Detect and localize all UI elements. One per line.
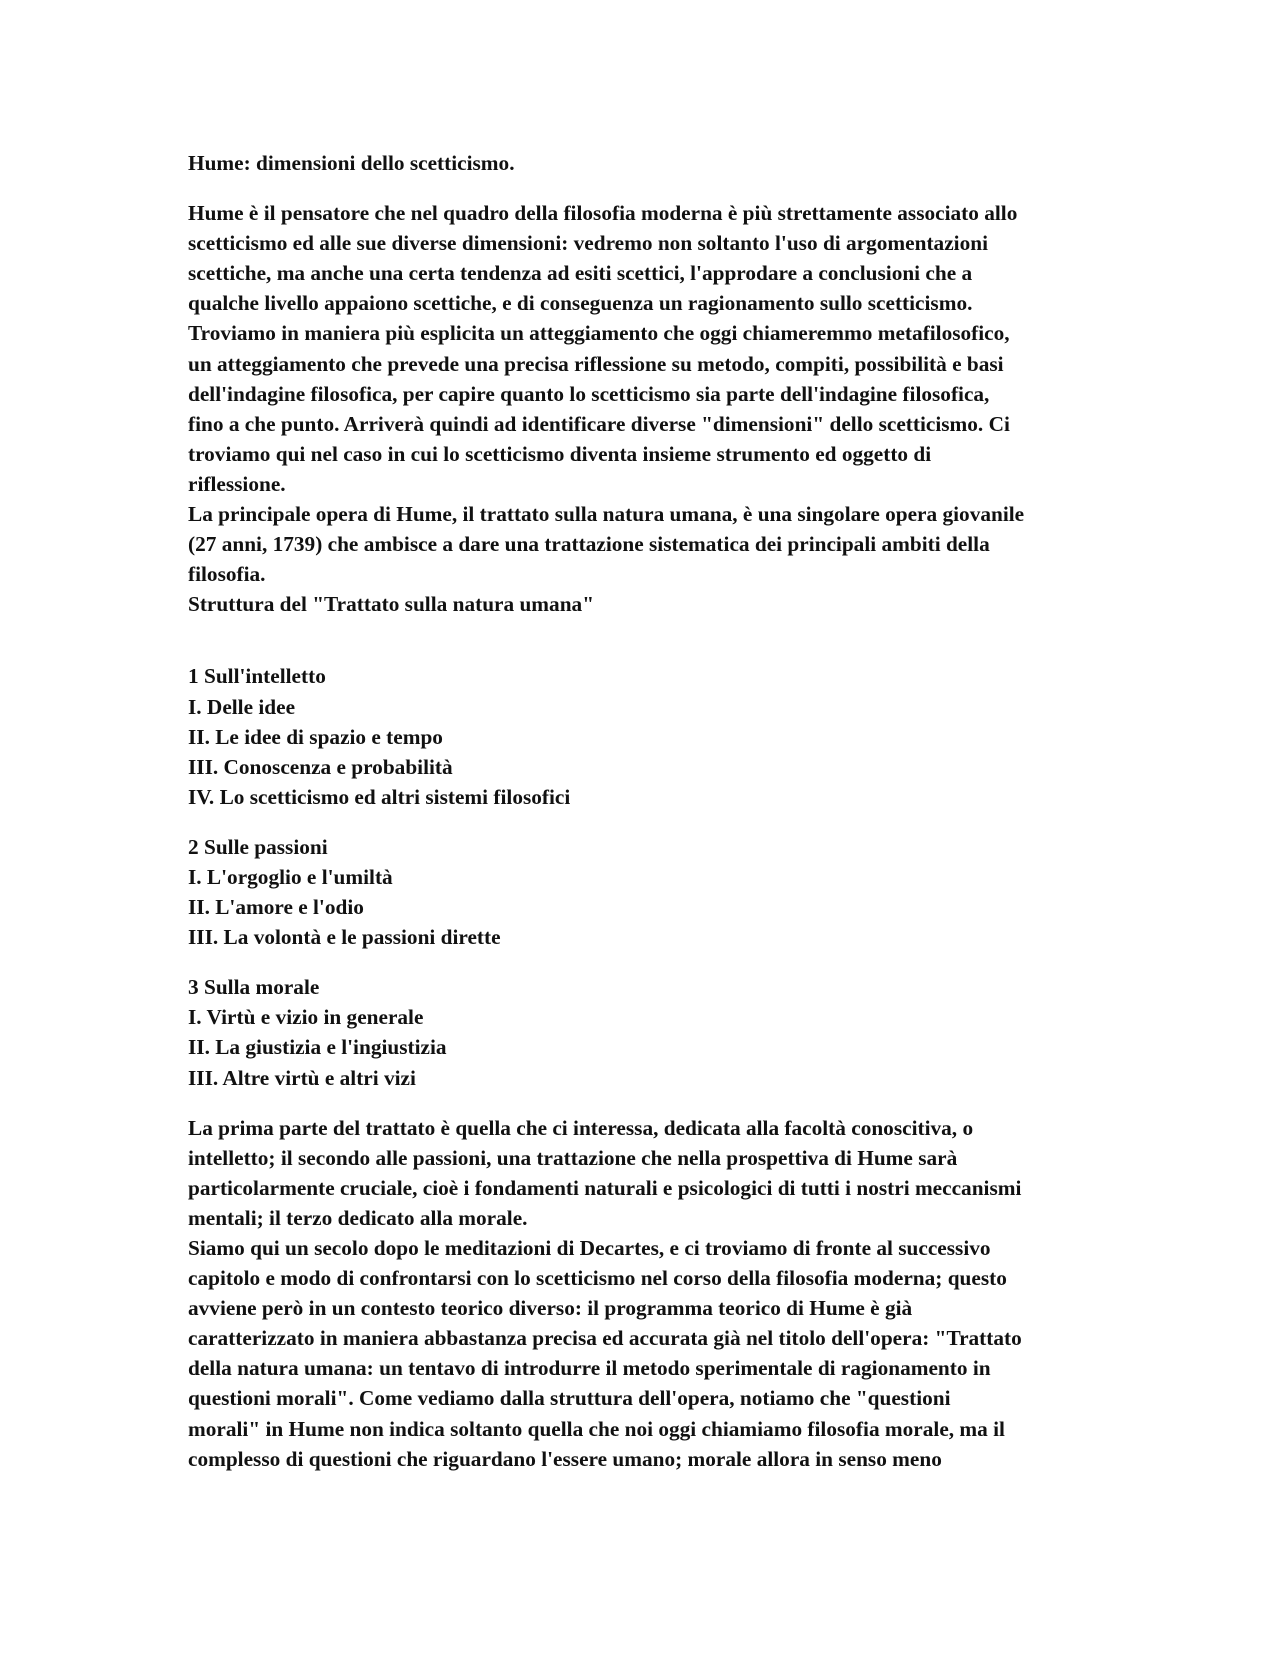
section-item: II. L'amore e l'odio [188, 895, 364, 920]
closing-line: questioni morali". Come vediamo dalla struttura dell'opera, notiamo che "questioni [188, 1386, 951, 1411]
paragraph-gap [188, 178, 1108, 198]
closing-line: Siamo qui un secolo dopo le meditazioni di Decartes, e ci troviamo di fronte al successivo [188, 1236, 991, 1260]
intro-line: Hume è il pensatore che nel quadro della filosofia moderna è più strettamente associato allo [188, 201, 1018, 226]
intro-line: filosofia. [188, 562, 266, 587]
intro-line: dell'indagine filosofica, per capire quanto lo scetticismo sia parte dell'indagine filosofica, [188, 381, 990, 406]
intro-line: scettiche, ma anche una certa tendenza ad esiti scettici, l'approdare a conclusioni che a [188, 261, 973, 286]
section-heading: 3 Sulla morale [188, 975, 320, 1000]
intro-line: scetticismo ed alle sue diverse dimensioni: vedremo non soltanto l'uso di argomentazioni [188, 231, 988, 256]
closing-line: complesso di questioni che riguardano l'essere umano; morale allora in senso meno [188, 1446, 942, 1471]
section-item: II. Le idee di spazio e tempo [188, 724, 443, 749]
section-morality [188, 972, 1108, 1092]
section-intellect [188, 661, 1108, 811]
section-heading: 2 Sulle passioni [188, 834, 328, 859]
section-item: IV. Lo scetticismo ed altri sistemi filosofici [188, 784, 571, 809]
paragraph-gap [188, 641, 1108, 661]
section-passions [188, 832, 1108, 952]
section-item: III. Conoscenza e probabilità [188, 754, 453, 779]
paragraph-gap [188, 812, 1108, 832]
closing-line: La prima parte del trattato è quella che ci interessa, dedicata alla facoltà conoscitiva, o [188, 1115, 974, 1140]
paragraph-gap [188, 952, 1108, 972]
paragraph-gap [188, 1093, 1108, 1113]
document-page [188, 148, 1108, 1474]
intro-paragraph [188, 198, 1108, 619]
structure-heading: Struttura del "Trattato sulla natura umana" [188, 592, 595, 617]
closing-line: intelletto; il secondo alle passioni, una trattazione che nella prospettiva di Hume sarà [188, 1145, 958, 1170]
closing-line: avviene però in un contesto teorico diverso: il programma teorico di Hume è già [188, 1296, 913, 1321]
closing-line: morali" in Hume non indica soltanto quella che noi oggi chiamiamo filosofia morale, ma il [188, 1416, 1005, 1441]
section-item: I. Delle idee [188, 694, 296, 719]
closing-line: particolarmente cruciale, cioè i fondamenti naturali e psicologici di tutti i nostri meccanismi [188, 1175, 1022, 1200]
intro-line: La principale opera di Hume, il trattato sulla natura umana, è una singolare opera giovanile [188, 502, 1025, 527]
document-title: Hume: dimensioni dello scetticismo. [188, 151, 515, 175]
section-heading: 1 Sull'intelletto [188, 664, 326, 689]
intro-line: fino a che punto. Arriverà quindi ad identificare diverse "dimensioni" dello scetticismo. Ci [188, 411, 1010, 436]
intro-line: Troviamo in maniera più esplicita un atteggiamento che oggi chiameremmo metafilosofico, [188, 321, 1010, 346]
intro-line: qualche livello appaiono scettiche, e di conseguenza un ragionamento sullo scetticismo. [188, 291, 973, 316]
section-item: III. La volontà e le passioni dirette [188, 925, 501, 950]
section-item: I. Virtù e vizio in generale [188, 1005, 424, 1030]
section-item: I. L'orgoglio e l'umiltà [188, 864, 393, 889]
section-item: III. Altre virtù e altri vizi [188, 1065, 416, 1090]
intro-line: un atteggiamento che prevede una precisa riflessione su metodo, compiti, possibilità e basi [188, 351, 1004, 376]
section-item: II. La giustizia e l'ingiustizia [188, 1035, 447, 1060]
intro-line: troviamo qui nel caso in cui lo scetticismo diventa insieme strumento ed oggetto di [188, 441, 932, 466]
closing-line: capitolo e modo di confrontarsi con lo scetticismo nel corso della filosofia moderna; questo [188, 1266, 1007, 1291]
paragraph-gap [188, 619, 1108, 641]
intro-line: riflessione. [188, 471, 286, 496]
closing-paragraph [188, 1113, 1108, 1474]
closing-line: caratterizzato in maniera abbastanza precisa ed accurata già nel titolo dell'opera: "Trattato [188, 1326, 1022, 1351]
closing-line: mentali; il terzo dedicato alla morale. [188, 1205, 528, 1230]
intro-line: (27 anni, 1739) che ambisce a dare una trattazione sistematica dei principali ambiti della [188, 532, 990, 557]
closing-line: della natura umana: un tentavo di introdurre il metodo sperimentale di ragionamento in [188, 1356, 991, 1381]
